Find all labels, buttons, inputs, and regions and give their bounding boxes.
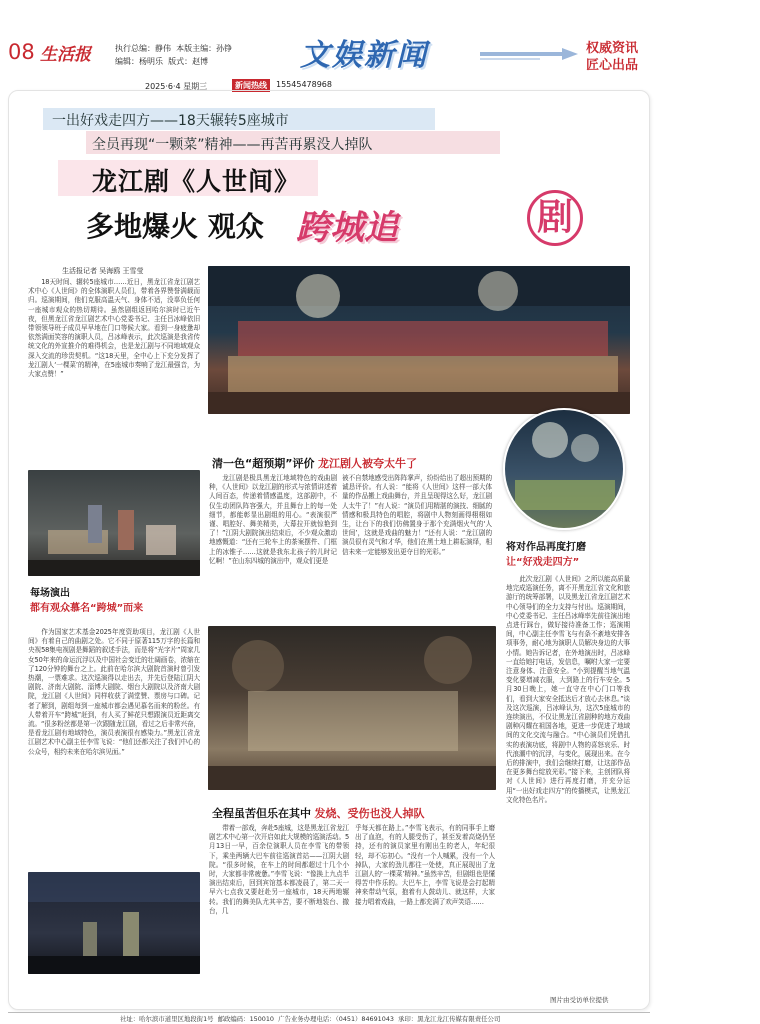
section1-col2: 被不自禁地感受出阵阵掌声，纷纷给出了超出预期的诚恳评价。有人说：“能将《人世间》这样一部大体量的作品搬上戏曲舞台，并且呈现得这么好，龙江剧人太牛了！”有人说：“演员们用精湛的演技、细腻的情感和极具特色的唱腔，将剧中人物刻画得栩栩如生，让台下的我们仿佛置身于那个充满烟火气的‘人世间’，这就是戏曲的魅力！”还有人说：“龙江剧的演员很有灵气和才华，他们在黑土地上耕耘演绎，相信未来一定能够发出更夺目的光彩。” (342, 474, 492, 556)
title-1: 龙江剧《人世间》 (92, 167, 301, 196)
photo-scene-1 (28, 470, 200, 576)
title-2-black: 多地爆火 观众 (86, 210, 264, 243)
slogan: 权威资讯 匠心出品 (586, 41, 639, 73)
editor-credits: 执行总编：静伟 本版主编：孙铮 编辑：杨明乐 版式：赵博 (115, 44, 233, 66)
hotline-label: 新闻热线 (232, 79, 270, 92)
footer-rule (8, 1012, 650, 1013)
title-2-circle: 剧 (527, 190, 583, 246)
title-2 (86, 205, 264, 245)
page-number: 08 (8, 40, 35, 64)
section2-body: 作为国家艺术基金2025年度资助项目，龙江剧《人世间》有着自己的曲剧之处。它不同于原著115万字的长篇和央视58集电视剧是舞蹈的叙述手法，而是将“光字片”周家几女50年来的命运沉浮以及中国社会变迁的壮阔画卷，浓缩在了120分钟的舞台之上。此前在哈尔滨大剧院首演时曾引发热潮，一票难求。这次巡演得以走出去，并先后登陆江阴大剧院、济南大剧院、淄博大剧院、烟台大剧院以及济南大剧院，龙江剧《人世间》同样收获了满堂赞、票房与口碑。记者了解到，剧组每到一座城市都会遇见慕名而来的粉丝。有人带着开车“跨城”赶到，有人买了鲜花只想跟演员近距离交流。“很多粉丝都是第一次跟随龙江剧，看过之后非常兴奋，是看龙江剧有地域特色，演员表演很有感染力。”黑龙江省龙江剧艺术中心副主任李雪飞说：“他们还都关注了我们中心的公众号，相约未来在哈尔滨见面。” (28, 628, 200, 756)
photo-scene-3 (28, 872, 200, 974)
title-2-pink: 跨城追 (296, 208, 398, 248)
photo-circle (503, 408, 625, 530)
lead-text: 18天时间、辗转5座城市……近日，黑龙江省龙江剧艺术中心《人世间》的全体演职人员们，带着各界赞誉满载而归。巡演期间，他们克服高温天气、身体不适，没辜负任何一座城市观众的热切期待。虽然剧组返回哈尔滨时已近午夜，但黑龙江省龙江剧艺术中心党委书记、主任吕冰峰依旧带领领导班子成员早早地在门口等候大家。看到一身疲惫却依然满面笑容的演职人员，吕冰峰表示，此次巡演是我省传统文化的外宣推介的难得机会，也是龙江剧与不同地域观众深入交流的珍贵契机。“这18天里，全中心上下充分发挥了龙江剧人‘一棵菜’的精神，在5座城市奏响了龙江最强音，为大家点赞！” (28, 278, 200, 379)
arrow-decoration (480, 46, 580, 62)
section3-col2: 乎每天都在路上。”李雪飞表示，有的同事手上磨出了血泡，有的人腿受伤了，甚至发着高烧仍坚持，还有的演员家里有刚出生的老人，年纪很轻，却不忘初心。“没有一个人喊累，没有一个人掉队，大家的劲儿都往一处使，真正展现出了龙江剧人的‘一棵菜’精神。”虽然辛苦，但剧组也是懂得苦中作乐的。大巴车上，李雪飞说是会打起精神来带动气氛，抱着有人鼓动儿、就这样，大家接力唱着戏曲，一路上都充满了欢声笑语…… (355, 824, 495, 906)
kicker-2-text: 全员再现“一颗菜”精神——再苦再累没人掉队 (92, 137, 373, 153)
section1-heading: 清一色“超预期”评价 龙江剧人被夸太牛了 (212, 457, 417, 470)
section4-heading: 将对作品再度打磨 让“好戏走四方” (506, 542, 586, 568)
section-title: 文娱新闻 (300, 38, 428, 73)
footer: 社址：哈尔滨市道里区地段街1号 邮政编码：150010 广告业务办理电话：（0451）84691043 承印：黑龙江龙江传媒有限责任公司 (120, 1015, 501, 1023)
kicker-1-text: 一出好戏走四方——18天辗转5座城市 (52, 113, 289, 129)
section1-col1: 龙江剧是极具黑龙江地域特色的戏曲剧种，《人世间》以龙江剧的形式与浓情讲述着人间百态，传递着情感温度，这部剧中，不仅生动团队阵容强大，并且舞台上的每一处细节，都能彰显出剧组的用心。“表演很严谨、唱腔好、舞美精美，大幕拉开就惊艳到了！”江阴大剧院演出结束后，不少观众激动地感慨道：“还有三轮车上的茶案摆件、门框上的冰锥子……这就是我东北孩子的儿时记忆啊！”在山东四城的演出中，观众们更是 (209, 474, 337, 565)
section4-body: 此次龙江剧《人世间》之所以能高质量地完成巡演任务，离不开黑龙江省文化和旅游厅的统筹部署，以及黑龙江省龙江剧艺术中心领导们的全力支持与付出。巡演期间，中心党委书记、主任吕冰峰率先前往演出地点进行踩台，做好接待准备工作；巡演期间，中心副主任李雪飞与有条不紊地安排各项事务，耐心地为演职人员解决身边的大事小情。她告诉记者，在外地演出时，吕冰峰一直给她打电话，发信息，嘱咐大家一定要注意身体、注意安全。“小到提醒当地气温变化要增减衣服，大到路上的行车安全。5月30日晚上，她一直守在中心门口等我们，看到大家安全抵达后才放心去休息。”谈及这次巡演，吕冰峰认为，这次5座城市的连续演出，不仅让黑龙江省剧种的地方戏曲剧种闪耀在祖国各地，更进一步促进了地域间的文化交流与融合。“中心演员们凭借扎实的表演功底，将剧中人物的喜怒哀乐、时代浪潮中的沉浮，与变化，展现出来。在今后的排演中，我们会继续打磨，让这部作品在更多舞台绽放光彩。”接下来，主创团队将对《人世间》进行再度打磨，并充分运用“一出好戏走四方”的传播模式，让黑龙江文化特色名片。 (506, 575, 630, 804)
section2-heading: 每场演出 都有观众慕名“跨城”而来 (30, 588, 144, 614)
date-bar: 2025·6·4 星期三 (145, 82, 208, 91)
masthead (0, 0, 760, 91)
section3-heading: 全程虽苦但乐在其中 发烧、受伤也没人掉队 (212, 807, 425, 820)
byline: 生活报记者 吴海鸥 王雪莹 (62, 267, 144, 275)
section3-col1: 带着一部戏，奔赴5座城，这是黑龙江省龙江剧艺术中心第一次开启如此大规模的巡演活动。5月13日一早，百余位演职人员在李雪飞的带领下，乘坐两辆大巴车前往巡演首站——江阴大剧院。“很多时候，在车上的时间都超过十几个小时，大家都非常疲惫。”李雪飞说：“像换上九点半演出结束后，回到宾馆基本都凌晨了，第二天一早六七点我又要赶赴另一座城市，18天两地辗转。我们的舞美队尤其辛苦，要不断地装台、撤台，几 (209, 824, 349, 915)
photo-scene-2 (208, 626, 496, 790)
paper-logo: 生活报 (40, 45, 91, 65)
hotline-number: 15545478968 (276, 80, 332, 89)
photo-curtain-call (208, 266, 630, 414)
photo-credit: 图片由受访单位提供 (550, 996, 609, 1004)
